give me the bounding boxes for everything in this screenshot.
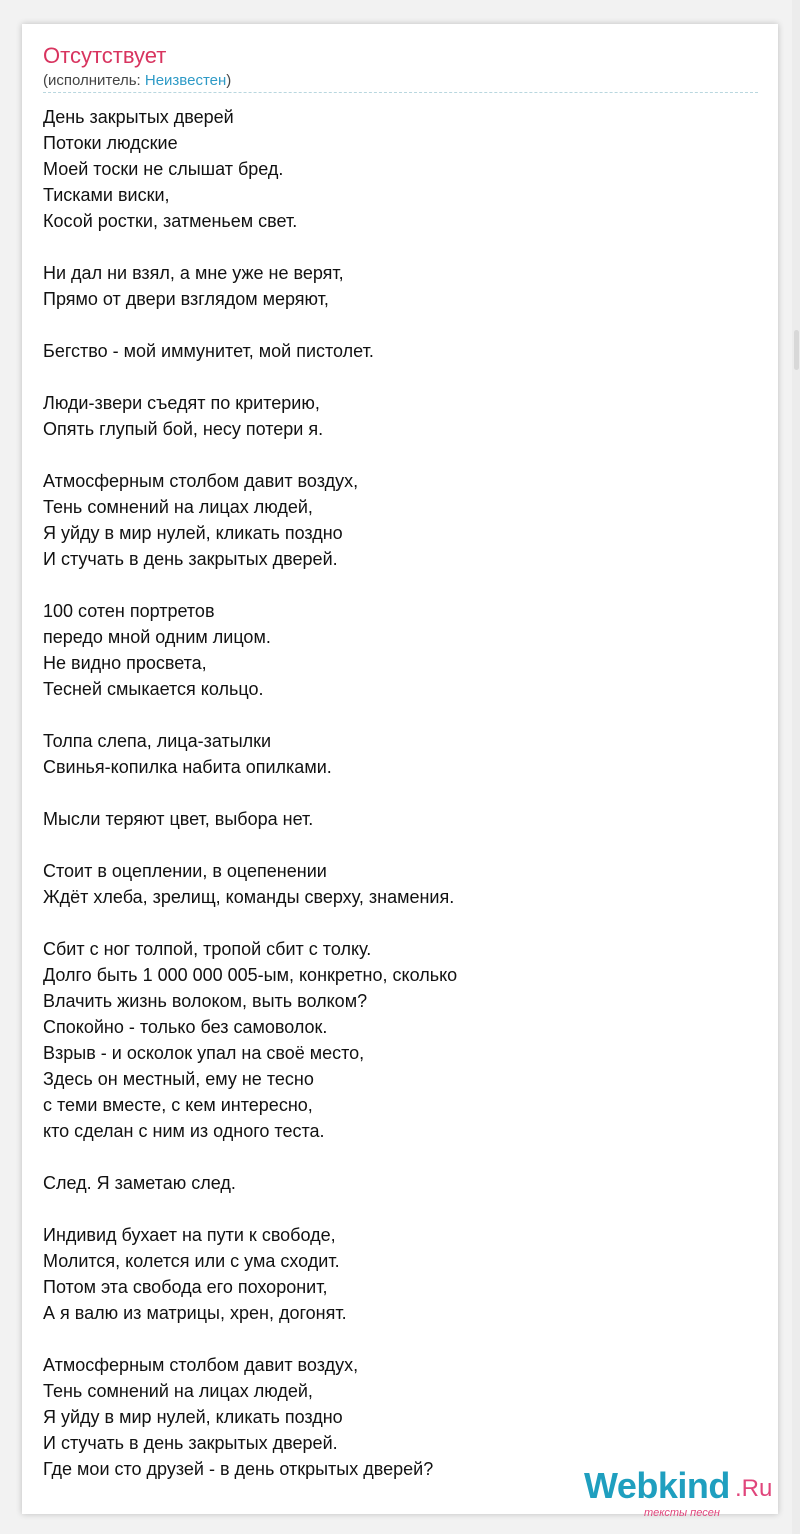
- logo-main-text: Webkind: [584, 1465, 730, 1506]
- lyric-line: Прямо от двери взглядом меряют,: [43, 289, 329, 309]
- lyric-line: Сбит с ног толпой, тропой сбит с толку.: [43, 939, 372, 959]
- lyric-line: Ждёт хлеба, зрелищ, команды сверху, знамения.: [43, 887, 455, 907]
- lyric-line: Здесь он местный, ему не тесно: [43, 1069, 314, 1089]
- lyric-line: Где мои сто друзей - в день открытых дверей?: [43, 1459, 434, 1479]
- lyric-line: А я валю из матрицы, хрен, догонят.: [43, 1303, 347, 1323]
- lyric-line: След. Я заметаю след.: [43, 1173, 236, 1193]
- lyric-blank-line: [43, 312, 743, 338]
- artist-link[interactable]: Неизвестен: [144, 72, 227, 89]
- lyric-line: Ни дал ни взял, а мне уже не верят,: [43, 263, 344, 283]
- logo-tagline: тексты песен: [644, 1507, 720, 1519]
- lyric-line: Свинья-копилка набита опилками.: [43, 757, 332, 777]
- lyric-line: И стучать в день закрытых дверей.: [43, 1433, 338, 1453]
- lyric-line: Молится, колется или с ума сходит.: [43, 1251, 340, 1271]
- lyric-line: Тисками виски,: [43, 185, 170, 205]
- lyric-line: Косой ростки, затменьем свет.: [43, 211, 298, 231]
- lyric-line: с теми вместе, с кем интересно,: [43, 1095, 313, 1115]
- lyric-blank-line: [43, 364, 743, 390]
- vertical-scrollbar[interactable]: [792, 0, 800, 1534]
- lyric-line: Я уйду в мир нулей, кликать поздно: [43, 1407, 343, 1427]
- lyric-blank-line: [43, 572, 743, 598]
- lyric-blank-line: [43, 234, 743, 260]
- artist-suffix: ): [226, 72, 232, 89]
- lyric-line: Бегство - мой иммунитет, мой пистолет.: [43, 341, 374, 361]
- lyric-blank-line: [43, 702, 743, 728]
- lyric-line: Влачить жизнь волоком, выть волком?: [43, 991, 368, 1011]
- artist-prefix: (исполнитель:: [43, 72, 145, 89]
- scrollbar-thumb[interactable]: [794, 330, 799, 370]
- lyrics-text: [43, 104, 743, 1482]
- lyric-line: Тесней смыкается кольцо.: [43, 679, 264, 699]
- lyric-line: Опять глупый бой, несу потери я.: [43, 419, 324, 439]
- lyric-line: Индивид бухает на пути к свободе,: [43, 1225, 336, 1245]
- artist-line: [43, 72, 231, 90]
- song-title: Отсутствует: [43, 43, 167, 68]
- lyric-blank-line: [43, 832, 743, 858]
- lyric-line: Люди-звери съедят по критерию,: [43, 393, 320, 413]
- lyric-line: Моей тоски не слышат бред.: [43, 159, 284, 179]
- lyric-line: Долго быть 1 000 000 005-ым, конкретно, сколько: [43, 965, 458, 985]
- lyric-line: Атмосферным столбом давит воздух,: [43, 1355, 359, 1375]
- lyric-blank-line: [43, 442, 743, 468]
- lyric-blank-line: [43, 1326, 743, 1352]
- lyric-line: День закрытых дверей: [43, 107, 234, 127]
- lyric-blank-line: [43, 1196, 743, 1222]
- lyric-line: Потоки людские: [43, 133, 178, 153]
- lyric-line: Мысли теряют цвет, выбора нет.: [43, 809, 314, 829]
- lyric-line: И стучать в день закрытых дверей.: [43, 549, 338, 569]
- lyric-line: Тень сомнений на лицах людей,: [43, 497, 313, 517]
- lyric-line: 100 сотен портретов: [43, 601, 215, 621]
- lyric-line: Спокойно - только без самоволок.: [43, 1017, 328, 1037]
- lyric-line: передо мной одним лицом.: [43, 627, 271, 647]
- webkind-logo[interactable]: [584, 1465, 780, 1519]
- lyric-line: Стоит в оцеплении, в оцепенении: [43, 861, 327, 881]
- lyric-line: Не видно просвета,: [43, 653, 207, 673]
- lyric-blank-line: [43, 780, 743, 806]
- lyric-line: Я уйду в мир нулей, кликать поздно: [43, 523, 343, 543]
- lyric-line: Потом эта свобода его похоронит,: [43, 1277, 328, 1297]
- lyric-line: Взрыв - и осколок упал на своё место,: [43, 1043, 365, 1063]
- lyric-blank-line: [43, 1144, 743, 1170]
- lyric-line: Атмосферным столбом давит воздух,: [43, 471, 359, 491]
- logo-domain-suffix: .Ru: [735, 1475, 773, 1502]
- lyric-line: Толпа слепа, лица-затылки: [43, 731, 272, 751]
- lyric-line: кто сделан с ним из одного теста.: [43, 1121, 325, 1141]
- title-divider: [43, 92, 758, 93]
- lyric-blank-line: [43, 910, 743, 936]
- lyric-line: Тень сомнений на лицах людей,: [43, 1381, 313, 1401]
